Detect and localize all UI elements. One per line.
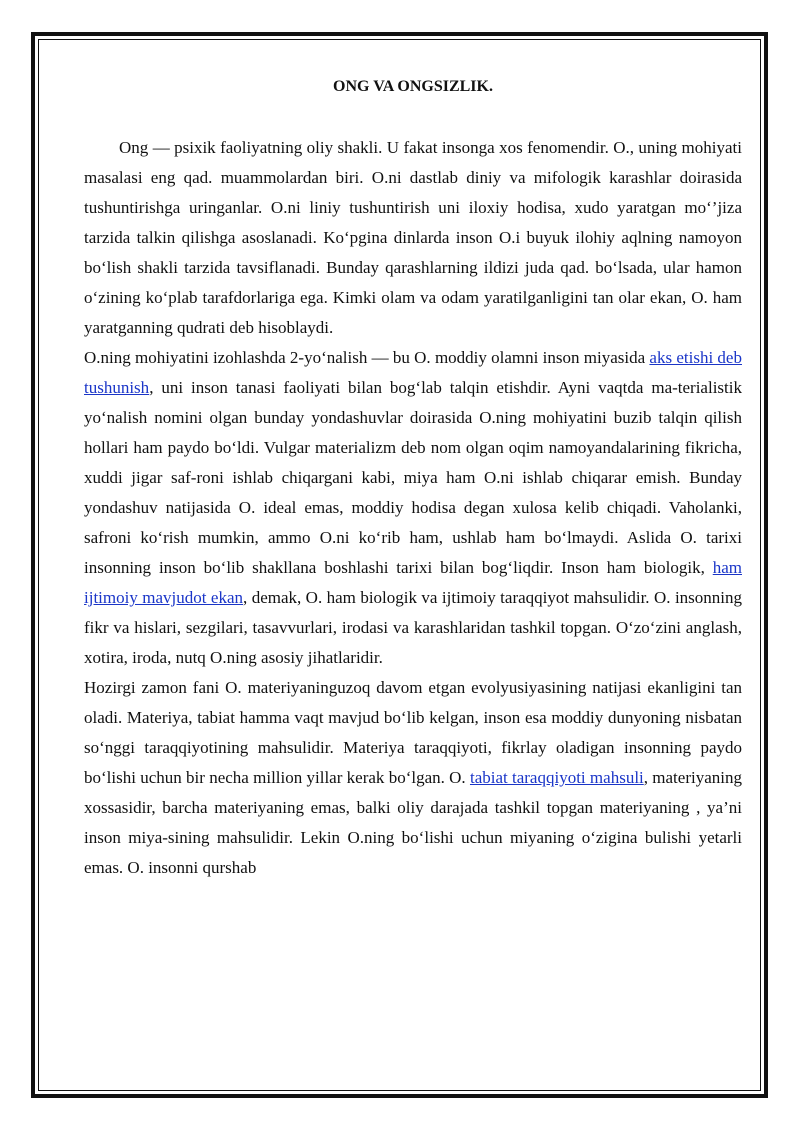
paragraph-2-text-a: O.ning mohiyatini izohlashda 2-yo‘nalish — bu O. moddiy olamni inson miyasida xyxy=(84,348,650,367)
document-body xyxy=(84,72,742,883)
paragraph-2-text-c: , demak, O. ham biologik va ijtimoiy taraqqiyot mahsulidir. O. insonning fikr va hislari, sezgilari, tasavvurlari, irodasi va karashlaridan tashkil topgan. O‘zo‘zini anglash, xotira, iroda, nutq O.ning asosiy jihatlaridir. xyxy=(84,588,742,667)
paragraph-1: Ong — psixik faoliyatning oliy shakli. U fakat insonga xos fenomendir. O., uning mohiyati masalasi eng qad. muammolardan biri. O.ni dastlab diniy va mifologik karashlar doirasida tushuntirishga uringanlar. O.ni liniy tushuntirish uni iloxiy hodisa, xudo yaratgan mo‘’jiza tarzida talkin qilishga asoslanadi. Ko‘pgina dinlarda inson O.i buyuk ilohiy aqlning namoyon bo‘lish shakli tarzida tavsiflanadi. Bunday qarashlarning ildizi juda qad. bo‘lsada, ular hamon o‘zining ko‘plab tarafdorlariga ega. Kimki olam va odam yaratilganligini tan olar ekan, O. ham yaratganning qudrati deb hisoblaydi. xyxy=(84,138,742,337)
paragraph-3 xyxy=(84,673,742,883)
paragraph-3-text-a: Hozirgi zamon fani O. materiyaninguzoq davom etgan evolyusiyasining natijasi ekanligini tan oladi. Materiya, tabiat hamma vaqt mavjud bo‘lib kelgan, inson esa moddiy dunyoning nisbatan so‘nggi taraqqiyotining mahsulidir. Materiya taraqqiyoti, fikrlay oladigan insonning paydo bo‘lishi uchun bir necha million yillar kerak bo‘lgan. O. xyxy=(84,678,742,787)
link-tabiat-taraqqiyoti[interactable]: tabiat taraqqiyoti mahsuli xyxy=(469,768,644,787)
link-ijtimoiy-mavjudot[interactable]: ham ijtimoiy mavjudot ekan xyxy=(84,558,742,607)
document-title: ONG VA ONGSIZLIK. xyxy=(333,78,493,95)
paragraph-2-text-b: , uni inson tanasi faoliyati bilan bog‘lab talqin etishdir. Ayni vaqtda ma-terialistik yo‘nalish nomini olgan bunday yondashuvlar doirasida O.ning mohiyatini buzib talqin qilish hollari ham paydo bo‘ldi. Vulgar materializm deb nom olgan oqim namoyandalarining fikricha, xuddi jigar saf-roni ishlab chiqargani kabi, miya ham O.ni ishlab chiqarar emish. Bunday yondashuv natijasida O. ideal emas, moddiy hodisa degan xulosa kelib chiqadi. Vaholanki, safroni ko‘rish mumkin, ammo O.ni ko‘rib ham, ushlab ham bo‘lmaydi. Aslida O. tarixi insonning inson bo‘lib shakllana boshlashi tarixi bilan bog‘liqdir. Inson ham biologik, xyxy=(84,378,742,577)
link-aks-etishi[interactable]: aks etishi deb tushunish xyxy=(84,348,742,397)
paragraph-3-text-b: , materiyaning xossasidir, barcha materiyaning emas, balki oliy darajada tashkil topgan materiyaning , ya’ni inson miya-sining mahsulidir. Lekin O.ning bo‘lishi uchun miyaning o‘zigina bulishi yetarli emas. O. insonni qurshab xyxy=(84,768,742,877)
paragraph-2 xyxy=(84,343,742,673)
